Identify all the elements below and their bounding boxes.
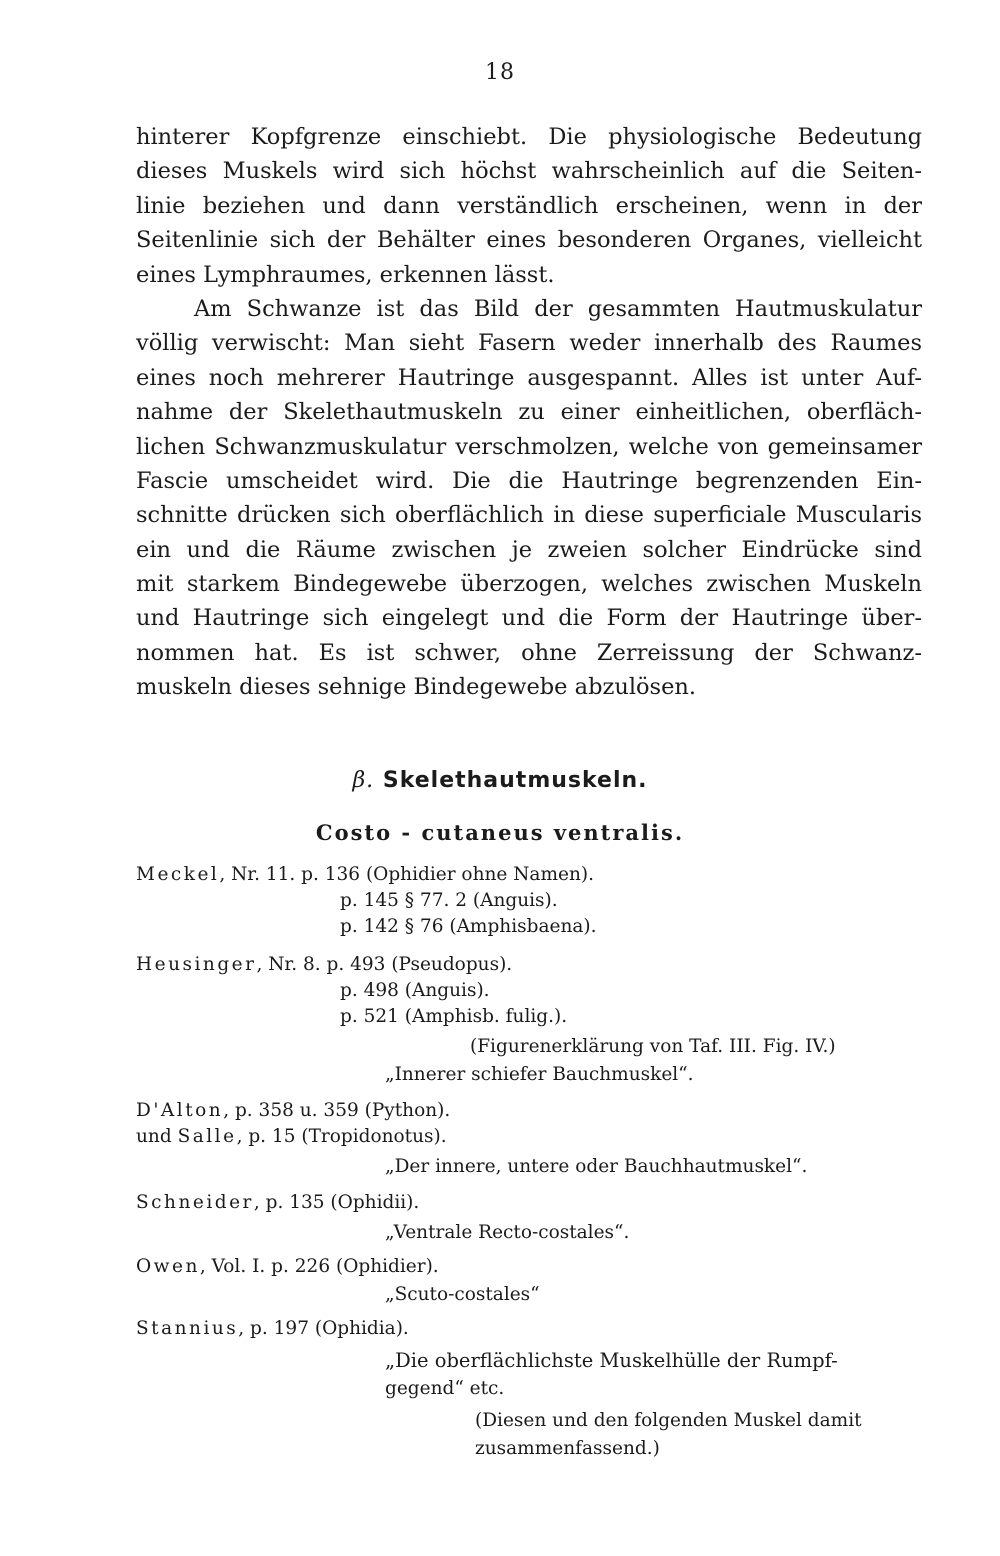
reference-entry: p. 142 § 76 (Amphisbaena).: [340, 916, 597, 937]
reference-entry: [136, 862, 594, 888]
section-title: Skelethautmuskeln.: [382, 768, 648, 793]
reference-entry: [136, 1098, 450, 1124]
reference-entry: (Figurenerklärung von Taf. III. Fig. IV.): [470, 1036, 836, 1057]
text-line: dieses Muskels wird sich höchst wahrscheinlich auf die Seiten-: [136, 158, 922, 185]
reference-entry: „Innerer schiefer Bauchmuskel“.: [385, 1064, 694, 1085]
text-line: mit starkem Bindegewebe überzogen, welches zwischen Muskeln: [136, 571, 922, 598]
reference-text: , Vol. I. p. 226 (Ophidier).: [199, 1256, 439, 1277]
section-marker: β.: [352, 768, 375, 793]
reference-text: , p. 197 (Ophidia).: [238, 1318, 409, 1339]
text-line: völlig verwischt: Man sieht Fasern weder innerhalb des Raumes: [136, 330, 922, 357]
reference-author: Heusinger: [136, 954, 257, 975]
reference-author: Owen: [136, 1256, 200, 1277]
reference-entry: [136, 1124, 447, 1150]
reference-author: D'Alton: [136, 1100, 224, 1121]
subsection-heading: Costo - cutaneus ventralis.: [315, 820, 685, 845]
reference-author: Schneider: [136, 1192, 254, 1213]
reference-text: , Nr. 8. p. 493 (Pseudopus).: [256, 954, 513, 975]
reference-entry: zusammenfassend.): [475, 1438, 660, 1459]
text-line: nahme der Skelethautmuskeln zu einer einheitlichen, oberfläch-: [136, 399, 922, 426]
reference-entry: [136, 1316, 409, 1342]
reference-entry: p. 498 (Anguis).: [340, 980, 490, 1001]
reference-entry: gegend“ etc.: [385, 1378, 505, 1399]
text-line: linie beziehen und dann verständlich erscheinen, wenn in der: [136, 192, 922, 219]
text-line: Seitenlinie sich der Behälter eines besonderen Organes, vielleicht: [136, 227, 922, 254]
reference-author: Meckel: [136, 864, 220, 885]
reference-text: , p. 135 (Ophidii).: [253, 1192, 420, 1213]
text-line: lichen Schwanzmuskulatur verschmolzen, welche von gemeinsamer: [136, 433, 922, 460]
body-paragraph: [136, 120, 922, 705]
text-line: Am Schwanze ist das Bild der gesammten Hautmuskulatur: [194, 295, 922, 322]
text-line: muskeln dieses sehnige Bindegewebe abzulösen.: [136, 674, 697, 701]
text-line: ein und die Räume zwischen je zweien solcher Eindrücke sind: [136, 536, 922, 563]
reference-entry: „Der innere, untere oder Bauchhautmuskel“.: [385, 1156, 808, 1177]
text-line: hinterer Kopfgrenze einschiebt. Die physiologische Bedeutung: [136, 124, 922, 150]
page-number: 18: [485, 60, 515, 85]
reference-entry: [136, 1254, 439, 1280]
reference-text: , p. 15 (Tropidonotus).: [236, 1126, 447, 1147]
text-line: eines Lymphraumes, erkennen lässt.: [136, 261, 555, 288]
text-line: nommen hat. Es ist schwer, ohne Zerreissung der Schwanz-: [136, 639, 922, 666]
reference-entry: „Die oberflächlichste Muskelhülle der Rumpf-: [385, 1349, 838, 1372]
reference-prefix: und: [136, 1126, 178, 1147]
reference-entry: p. 145 § 77. 2 (Anguis).: [340, 890, 558, 911]
reference-text: , Nr. 11. p. 136 (Ophidier ohne Namen).: [219, 864, 594, 885]
reference-entry: [136, 952, 512, 978]
text-line: Fascie umscheidet wird. Die die Hautringe begrenzenden Ein-: [136, 467, 922, 494]
reference-entry: [136, 1190, 419, 1216]
text-line: und Hautringe sich eingelegt und die Form der Hautringe über-: [136, 605, 922, 632]
section-heading: [0, 768, 1000, 793]
text-line: eines noch mehrerer Hautringe ausgespannt. Alles ist unter Auf-: [136, 364, 922, 391]
reference-entry: p. 521 (Amphisb. fulig.).: [340, 1006, 568, 1027]
text-line: schnitte drücken sich oberflächlich in diese superficiale Muscularis: [136, 502, 922, 529]
reference-entry: (Diesen und den folgenden Muskel damit: [475, 1410, 862, 1431]
reference-entry: „Scuto-costales“: [385, 1284, 540, 1305]
reference-text: , p. 358 u. 359 (Python).: [223, 1100, 451, 1121]
reference-entry: „Ventrale Recto-costales“.: [385, 1222, 630, 1243]
reference-author: Stannius: [136, 1318, 239, 1339]
reference-author: Salle: [177, 1126, 237, 1147]
